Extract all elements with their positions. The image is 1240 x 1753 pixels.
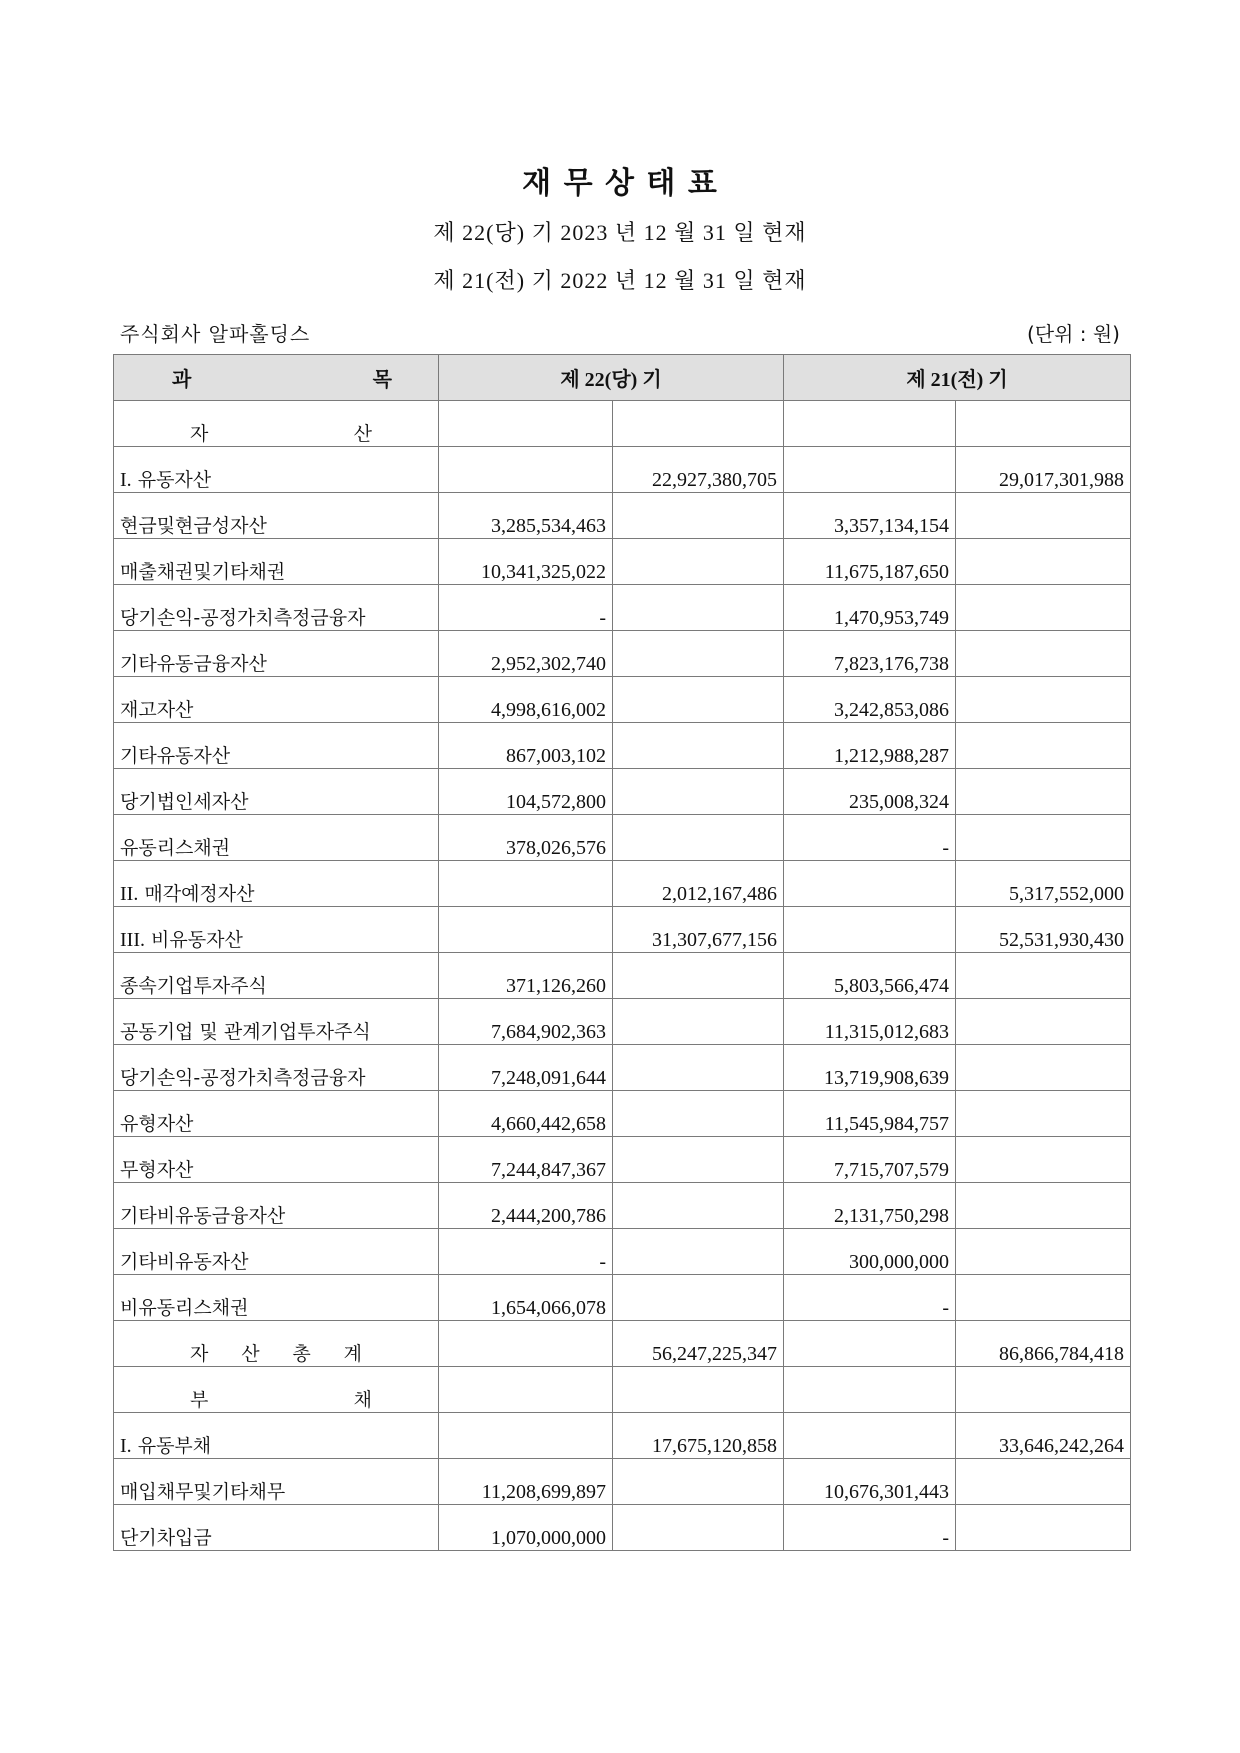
prior-total-amount xyxy=(956,723,1131,769)
group-label-text: 유동자산 xyxy=(137,469,212,491)
current-total-amount xyxy=(613,1505,784,1551)
table-row xyxy=(114,493,1131,539)
table-row xyxy=(114,631,1131,677)
table-row xyxy=(114,1413,1131,1459)
prior-item-amount: 235,008,324 xyxy=(784,769,956,815)
current-total-amount xyxy=(613,815,784,861)
label-char: 산 xyxy=(241,1343,260,1365)
current-item-amount: 3,285,534,463 xyxy=(439,493,613,539)
item-label: 기타유동자산 xyxy=(114,723,439,769)
current-total-amount xyxy=(613,999,784,1045)
current-total-amount xyxy=(613,1275,784,1321)
item-label: 당기손익-공정가치측정금융자 xyxy=(114,585,439,631)
prior-item-amount xyxy=(784,1413,956,1459)
table-row xyxy=(114,677,1131,723)
current-item-amount xyxy=(439,861,613,907)
prior-item-amount xyxy=(784,861,956,907)
prior-item-amount xyxy=(784,907,956,953)
table-row xyxy=(114,401,1131,447)
balance-sheet-table xyxy=(113,354,1131,1551)
label-char: 총 xyxy=(292,1343,311,1365)
prior-item-amount: 11,675,187,650 xyxy=(784,539,956,585)
header-current-period: 제 22(당) 기 xyxy=(439,355,784,401)
group-label-text: 비유동자산 xyxy=(151,929,243,951)
table-row xyxy=(114,539,1131,585)
current-total-amount xyxy=(613,1459,784,1505)
table-row xyxy=(114,447,1131,493)
current-item-amount xyxy=(439,401,613,447)
current-item-amount: - xyxy=(439,585,613,631)
header-prior-period: 제 21(전) 기 xyxy=(784,355,1131,401)
item-label: 비유동리스채권 xyxy=(114,1275,439,1321)
current-item-amount xyxy=(439,447,613,493)
table-row xyxy=(114,815,1131,861)
item-label: 기타비유동자산 xyxy=(114,1229,439,1275)
table-row xyxy=(114,1091,1131,1137)
prior-total-amount xyxy=(956,401,1131,447)
prior-item-amount xyxy=(784,401,956,447)
prior-total-amount xyxy=(956,1091,1131,1137)
current-total-amount: 22,927,380,705 xyxy=(613,447,784,493)
label-char: 자 xyxy=(190,1343,209,1365)
item-label: 유동리스채권 xyxy=(114,815,439,861)
table-row xyxy=(114,907,1131,953)
current-total-amount xyxy=(613,1183,784,1229)
group-label xyxy=(114,861,439,907)
current-total-amount xyxy=(613,1091,784,1137)
label-char: 산 xyxy=(353,423,372,445)
table-body xyxy=(114,401,1131,1551)
current-total-amount xyxy=(613,585,784,631)
prior-item-amount: - xyxy=(784,1505,956,1551)
current-item-amount: 10,341,325,022 xyxy=(439,539,613,585)
prior-item-amount: 10,676,301,443 xyxy=(784,1459,956,1505)
current-total-amount: 56,247,225,347 xyxy=(613,1321,784,1367)
period-current: 제 22(당) 기 2023 년 12 월 31 일 현재 xyxy=(433,220,807,245)
prior-total-amount xyxy=(956,953,1131,999)
current-item-amount: 2,444,200,786 xyxy=(439,1183,613,1229)
item-label: 단기차입금 xyxy=(114,1505,439,1551)
current-total-amount xyxy=(613,769,784,815)
table-row xyxy=(114,723,1131,769)
section-label xyxy=(114,1367,439,1413)
prior-item-amount: - xyxy=(784,1275,956,1321)
current-total-amount xyxy=(613,539,784,585)
label-char: 채 xyxy=(353,1389,372,1411)
prior-total-amount: 5,317,552,000 xyxy=(956,861,1131,907)
table-row xyxy=(114,1505,1131,1551)
prior-total-amount xyxy=(956,769,1131,815)
current-item-amount xyxy=(439,1321,613,1367)
current-item-amount: 11,208,699,897 xyxy=(439,1459,613,1505)
prior-item-amount: 11,315,012,683 xyxy=(784,999,956,1045)
item-label: 재고자산 xyxy=(114,677,439,723)
group-label xyxy=(114,907,439,953)
current-item-amount xyxy=(439,1367,613,1413)
prior-total-amount xyxy=(956,1183,1131,1229)
prior-item-amount: 7,715,707,579 xyxy=(784,1137,956,1183)
prior-total-amount xyxy=(956,1275,1131,1321)
prior-item-amount xyxy=(784,1321,956,1367)
current-item-amount: 378,026,576 xyxy=(439,815,613,861)
prior-total-amount xyxy=(956,493,1131,539)
total-label xyxy=(114,1321,439,1367)
prior-total-amount xyxy=(956,1137,1131,1183)
current-item-amount: 4,660,442,658 xyxy=(439,1091,613,1137)
prior-total-amount: 86,866,784,418 xyxy=(956,1321,1131,1367)
current-total-amount xyxy=(613,677,784,723)
prior-total-amount xyxy=(956,631,1131,677)
table-row xyxy=(114,1045,1131,1091)
header-subject-left: 과 xyxy=(172,369,192,391)
table-row xyxy=(114,861,1131,907)
table-row xyxy=(114,1459,1131,1505)
prior-total-amount xyxy=(956,539,1131,585)
item-label: 기타비유동금융자산 xyxy=(114,1183,439,1229)
prior-item-amount: 3,357,134,154 xyxy=(784,493,956,539)
roman-numeral: II. xyxy=(120,883,139,905)
label-char: 자 xyxy=(190,423,209,445)
prior-total-amount: 29,017,301,988 xyxy=(956,447,1131,493)
item-label: 공동기업 및 관계기업투자주식 xyxy=(114,999,439,1045)
item-label: 당기손익-공정가치측정금융자 xyxy=(114,1045,439,1091)
table-row xyxy=(114,1137,1131,1183)
table-row xyxy=(114,1275,1131,1321)
prior-item-amount: 7,823,176,738 xyxy=(784,631,956,677)
current-total-amount: 17,675,120,858 xyxy=(613,1413,784,1459)
group-label-text: 유동부채 xyxy=(137,1435,212,1457)
unit-label: (단위 : 원) xyxy=(1026,322,1120,346)
prior-item-amount xyxy=(784,447,956,493)
current-total-amount xyxy=(613,723,784,769)
item-label: 당기법인세자산 xyxy=(114,769,439,815)
current-item-amount: 7,248,091,644 xyxy=(439,1045,613,1091)
table-row xyxy=(114,1229,1131,1275)
prior-item-amount: 5,803,566,474 xyxy=(784,953,956,999)
current-item-amount: 1,070,000,000 xyxy=(439,1505,613,1551)
current-item-amount: 7,244,847,367 xyxy=(439,1137,613,1183)
group-label xyxy=(114,1413,439,1459)
current-item-amount: 867,003,102 xyxy=(439,723,613,769)
prior-total-amount: 52,531,930,430 xyxy=(956,907,1131,953)
prior-total-amount xyxy=(956,1367,1131,1413)
prior-total-amount xyxy=(956,815,1131,861)
prior-item-amount: 1,470,953,749 xyxy=(784,585,956,631)
prior-total-amount xyxy=(956,1459,1131,1505)
group-label xyxy=(114,447,439,493)
period-prior: 제 21(전) 기 2022 년 12 월 31 일 현재 xyxy=(433,268,807,293)
current-total-amount xyxy=(613,1229,784,1275)
table-row xyxy=(114,769,1131,815)
prior-item-amount: - xyxy=(784,815,956,861)
current-item-amount: 371,126,260 xyxy=(439,953,613,999)
prior-total-amount: 33,646,242,264 xyxy=(956,1413,1131,1459)
current-item-amount: 104,572,800 xyxy=(439,769,613,815)
current-total-amount: 2,012,167,486 xyxy=(613,861,784,907)
item-label: 종속기업투자주식 xyxy=(114,953,439,999)
prior-total-amount xyxy=(956,585,1131,631)
item-label: 매출채권및기타채권 xyxy=(114,539,439,585)
current-item-amount: 2,952,302,740 xyxy=(439,631,613,677)
prior-item-amount: 300,000,000 xyxy=(784,1229,956,1275)
table-row xyxy=(114,953,1131,999)
item-label: 현금및현금성자산 xyxy=(114,493,439,539)
current-total-amount xyxy=(613,493,784,539)
current-item-amount: 7,684,902,363 xyxy=(439,999,613,1045)
document-title: 재 무 상 태 표 xyxy=(522,166,718,201)
prior-item-amount: 11,545,984,757 xyxy=(784,1091,956,1137)
prior-item-amount: 3,242,853,086 xyxy=(784,677,956,723)
table-row xyxy=(114,1367,1131,1413)
current-item-amount: - xyxy=(439,1229,613,1275)
current-total-amount xyxy=(613,401,784,447)
current-total-amount xyxy=(613,631,784,677)
label-char: 계 xyxy=(343,1343,362,1365)
item-label: 무형자산 xyxy=(114,1137,439,1183)
roman-numeral: I. xyxy=(120,1435,132,1457)
header-subject-right: 목 xyxy=(372,369,392,391)
prior-total-amount xyxy=(956,1045,1131,1091)
item-label: 기타유동금융자산 xyxy=(114,631,439,677)
current-total-amount xyxy=(613,1367,784,1413)
section-label xyxy=(114,401,439,447)
table-row xyxy=(114,999,1131,1045)
group-label-text: 매각예정자산 xyxy=(144,883,255,905)
label-char: 부 xyxy=(190,1389,209,1411)
item-label: 유형자산 xyxy=(114,1091,439,1137)
header-subject xyxy=(114,355,439,401)
current-total-amount xyxy=(613,1137,784,1183)
roman-numeral: III. xyxy=(120,929,145,951)
current-total-amount: 31,307,677,156 xyxy=(613,907,784,953)
prior-item-amount: 13,719,908,639 xyxy=(784,1045,956,1091)
prior-item-amount: 1,212,988,287 xyxy=(784,723,956,769)
current-item-amount xyxy=(439,1413,613,1459)
company-name: 주식회사 알파홀딩스 xyxy=(120,322,311,346)
prior-total-amount xyxy=(956,677,1131,723)
table-header-row xyxy=(114,355,1131,401)
table-row xyxy=(114,1321,1131,1367)
prior-total-amount xyxy=(956,1505,1131,1551)
item-label: 매입채무및기타채무 xyxy=(114,1459,439,1505)
table-row xyxy=(114,585,1131,631)
current-item-amount xyxy=(439,907,613,953)
table-row xyxy=(114,1183,1131,1229)
roman-numeral: I. xyxy=(120,469,132,491)
prior-total-amount xyxy=(956,999,1131,1045)
current-total-amount xyxy=(613,953,784,999)
current-total-amount xyxy=(613,1045,784,1091)
prior-item-amount xyxy=(784,1367,956,1413)
current-item-amount: 4,998,616,002 xyxy=(439,677,613,723)
prior-total-amount xyxy=(956,1229,1131,1275)
current-item-amount: 1,654,066,078 xyxy=(439,1275,613,1321)
prior-item-amount: 2,131,750,298 xyxy=(784,1183,956,1229)
